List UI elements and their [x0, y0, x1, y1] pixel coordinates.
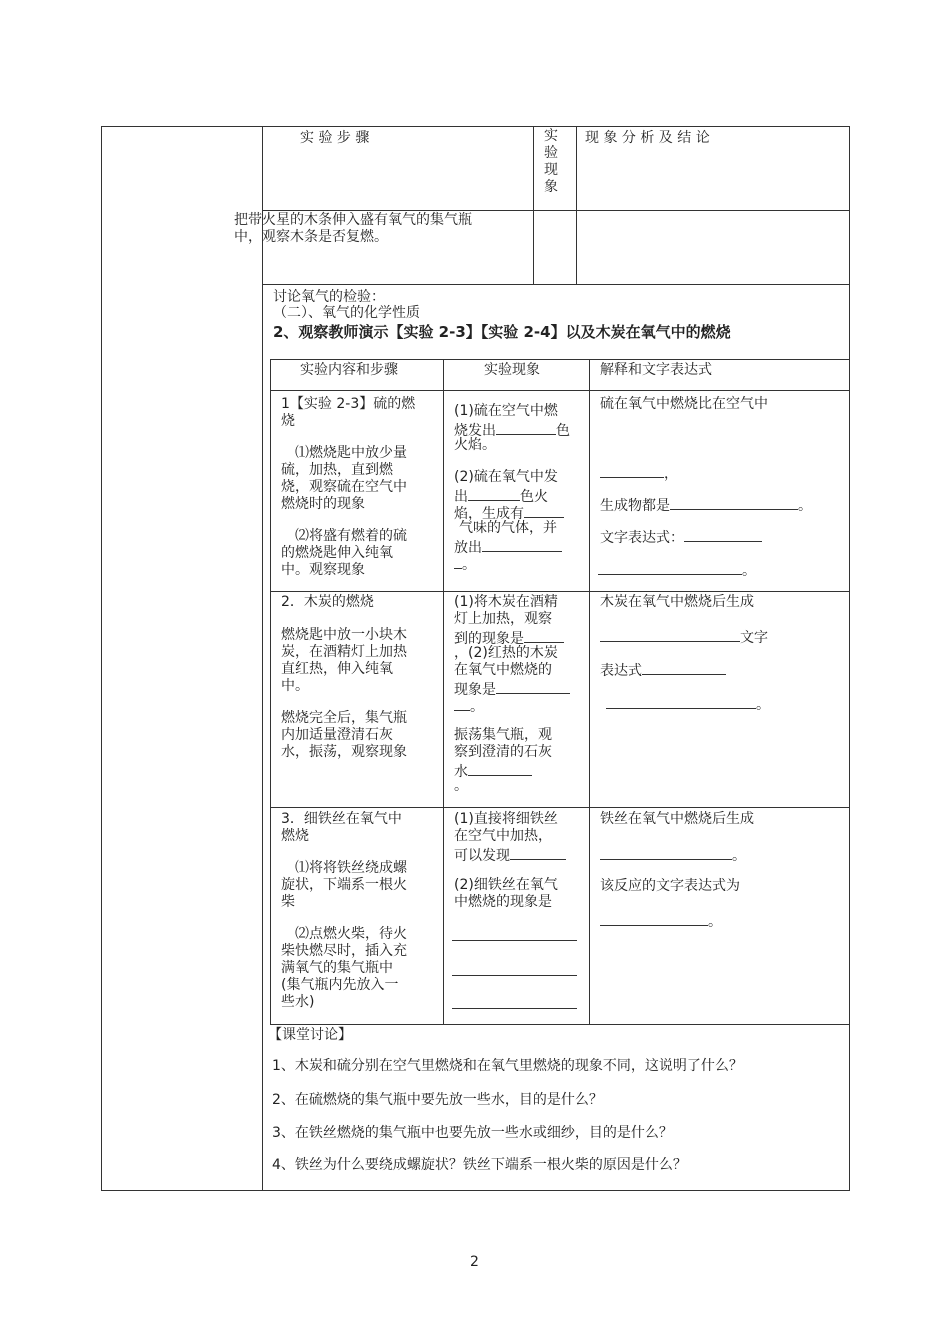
charcoal-phen1-3: 到的现象是: [454, 628, 564, 648]
blank: [510, 845, 566, 860]
charcoal-phen1-2: 灯上加热，观察: [454, 611, 552, 627]
charcoal-phen2-3: 水: [454, 761, 532, 781]
exp-table-top: [270, 359, 849, 360]
outer-col-divider: [262, 126, 263, 1191]
sulfur-exp-1: 硫在氧气中燃烧比在空气中: [600, 396, 768, 412]
exp-header-phenomenon: 实验现象: [484, 362, 540, 378]
sulfur-phen2-1: (2)硫在氧气中发: [454, 469, 558, 485]
exp-table-row3: [270, 807, 849, 808]
blank: [600, 845, 732, 860]
step-text-line2: 中，观察木条是否复燃。: [234, 229, 388, 245]
iron-exp-1: 铁丝在氧气中燃烧后生成: [600, 811, 754, 827]
iron-step2-5: 些水): [281, 994, 315, 1010]
exp-table-row2: [270, 591, 849, 592]
section-title: （二）、氧气的化学性质: [273, 305, 420, 321]
blank: [600, 463, 664, 478]
exp-header-explanation: 解释和文字表达式: [600, 362, 712, 378]
discussion-q1: 1、木炭和硫分别在空气里燃烧和在氧气里燃烧的现象不同，这说明了什么？: [272, 1058, 743, 1074]
top-table-row: [262, 210, 849, 211]
iron-phen1-2: 在空气中加热，: [454, 828, 552, 844]
iron-step1-1: ⑴将将铁丝绕成螺: [295, 860, 407, 876]
exp-table-col2: [589, 359, 590, 1025]
charcoal-step1-3: 直红热，伸入纯氧: [281, 661, 393, 677]
charcoal-phen1-4: ，(2)红热的木炭: [454, 645, 558, 661]
iron-step2-2: 柴快燃尽时，插入充: [281, 943, 407, 959]
sulfur-exp-5: 。: [598, 560, 756, 580]
iron-step2-1: ⑵点燃火柴，待火: [295, 926, 407, 942]
sulfur-exp-3: 生成物都是 。: [600, 495, 812, 515]
discussion-q3: 3、在铁丝燃烧的集气瓶中也要先放一些水或细纱，目的是什么？: [272, 1125, 673, 1141]
sulfur-step2-2: 的燃烧匙伸入纯氧: [281, 545, 393, 561]
charcoal-step2-3: 水，振荡，观察现象: [281, 744, 407, 760]
sulfur-exp-4: 文字表达式：: [600, 527, 762, 547]
sulfur-phen1-2: 烧发出 色: [454, 420, 570, 440]
blank: [468, 486, 520, 501]
blank: [496, 420, 556, 435]
iron-answer-line-3: [452, 1008, 577, 1009]
outer-right-border: [849, 126, 850, 1191]
iron-title-1: 3．细铁丝在氧气中: [281, 811, 402, 827]
iron-step2-3: 满氧气的集气瓶中: [281, 960, 393, 976]
outer-bottom-border: [101, 1190, 850, 1191]
iron-exp-4: 。: [600, 911, 722, 931]
iron-phen2-2: 中燃烧的现象是: [454, 894, 552, 910]
blank: [524, 503, 564, 518]
charcoal-step2-2: 内加适量澄清石灰: [281, 727, 393, 743]
charcoal-exp-3: 表达式: [600, 660, 726, 680]
iron-phen1-3: 可以发现: [454, 845, 566, 865]
charcoal-step1-4: 中。: [281, 678, 309, 694]
charcoal-exp-1: 木炭在氧气中燃烧后生成: [600, 594, 754, 610]
charcoal-title: 2．木炭的燃烧: [281, 594, 374, 610]
outer-left-border: [101, 126, 102, 1191]
top-table-bottom: [262, 284, 849, 285]
charcoal-phen1-5: 在氧气中燃烧的: [454, 662, 552, 678]
charcoal-phen2-4: 。: [454, 778, 468, 794]
sulfur-step1-1: ⑴燃烧匙中放少量: [295, 445, 407, 461]
iron-step2-4: (集气瓶内先放入一: [281, 977, 399, 993]
sulfur-phen1-3: 火焰。: [454, 437, 496, 453]
iron-exp-2: 。: [600, 845, 746, 865]
step-text-line1: 把带火星的木条伸入盛有氧气的集气瓶: [234, 212, 472, 228]
sulfur-exp-2: ，: [600, 463, 678, 483]
exp-table-col1: [443, 359, 444, 1025]
sulfur-step1-4: 燃烧时的现象: [281, 496, 365, 512]
sulfur-phen2-5: 放出: [454, 537, 562, 557]
iron-answer-line-2: [452, 975, 577, 976]
sulfur-step1-2: 硫，加热，直到燃: [281, 462, 393, 478]
charcoal-phen1-1: (1)将木炭在酒精: [454, 594, 558, 610]
sulfur-title-1: 1【实验 2-3】硫的燃: [281, 396, 416, 412]
blank: [468, 761, 532, 776]
exp-table-bottom: [270, 1024, 849, 1025]
blank: [496, 679, 570, 694]
sulfur-phen2-3: 焰，生成有: [454, 503, 564, 523]
charcoal-phen2-2: 察到澄清的石灰: [454, 744, 552, 760]
sulfur-title-2: 烧: [281, 413, 295, 429]
header-phenomenon-1: 实: [544, 128, 558, 144]
sulfur-phen1-1: (1)硫在空气中燃: [454, 403, 558, 419]
iron-phen1-1: (1)直接将细铁丝: [454, 811, 558, 827]
charcoal-step1-1: 燃烧匙中放一小块木: [281, 627, 407, 643]
iron-title-2: 燃烧: [281, 828, 309, 844]
exp-table-left: [270, 359, 271, 1025]
exp-table-row1: [270, 390, 849, 391]
discuss-oxygen-test: 讨论氧气的检验：: [273, 289, 385, 305]
blank: [454, 554, 462, 569]
charcoal-exp-2: 文字: [600, 627, 768, 647]
observe-title: 2、观察教师演示【实验 2-3】【实验 2-4】以及木炭在氧气中的燃烧: [273, 323, 731, 341]
blank: [482, 537, 562, 552]
charcoal-exp-4: 。: [606, 694, 770, 714]
top-table-col1: [533, 126, 534, 284]
blank: [454, 696, 470, 711]
sulfur-phen2-4: 气味的气体，并: [459, 520, 557, 536]
sulfur-step2-3: 中。观察现象: [281, 562, 365, 578]
iron-step1-2: 旋状，下端系一根火: [281, 877, 407, 893]
exp-header-steps: 实验内容和步骤: [300, 362, 398, 378]
discussion-q4: 4、铁丝为什么要绕成螺旋状？铁丝下端系一根火柴的原因是什么？: [272, 1157, 687, 1173]
sulfur-step2-1: ⑵将盛有燃着的硫: [295, 528, 407, 544]
iron-exp-3: 该反应的文字表达式为: [600, 878, 740, 894]
blank: [670, 495, 798, 510]
iron-step1-3: 柴: [281, 894, 295, 910]
iron-phen2-1: (2)细铁丝在氧气: [454, 877, 558, 893]
charcoal-phen1-7: 。: [454, 696, 484, 716]
blank: [642, 660, 726, 675]
top-table-col2: [576, 126, 577, 284]
header-phenomenon-4: 象: [544, 179, 558, 195]
blank: [606, 694, 756, 709]
charcoal-phen2-1: 振荡集气瓶，观: [454, 727, 552, 743]
sulfur-phen2-6: 。: [454, 554, 476, 574]
blank: [600, 627, 740, 642]
charcoal-phen1-6: 现象是: [454, 679, 570, 699]
header-phenomenon-3: 现: [544, 162, 558, 178]
header-steps: 实 验 步 骤: [300, 130, 370, 146]
charcoal-step2-1: 燃烧完全后，集气瓶: [281, 710, 407, 726]
page-number: 2: [470, 1254, 479, 1270]
sulfur-step1-3: 烧，观察硫在空气中: [281, 479, 407, 495]
header-phenomenon-2: 验: [544, 145, 558, 161]
charcoal-step1-2: 炭，在酒精灯上加热: [281, 644, 407, 660]
blank: [598, 560, 742, 575]
sulfur-phen2-2: 出 色火: [454, 486, 548, 506]
blank: [600, 911, 708, 926]
blank: [684, 527, 762, 542]
header-analysis: 现 象 分 析 及 结 论: [585, 130, 710, 146]
discussion-title: 【课堂讨论】: [268, 1027, 352, 1043]
blank: [524, 628, 564, 643]
iron-answer-line-1: [452, 940, 577, 941]
outer-top-border: [101, 126, 850, 127]
discussion-q2: 2、在硫燃烧的集气瓶中要先放一些水，目的是什么？: [272, 1092, 603, 1108]
